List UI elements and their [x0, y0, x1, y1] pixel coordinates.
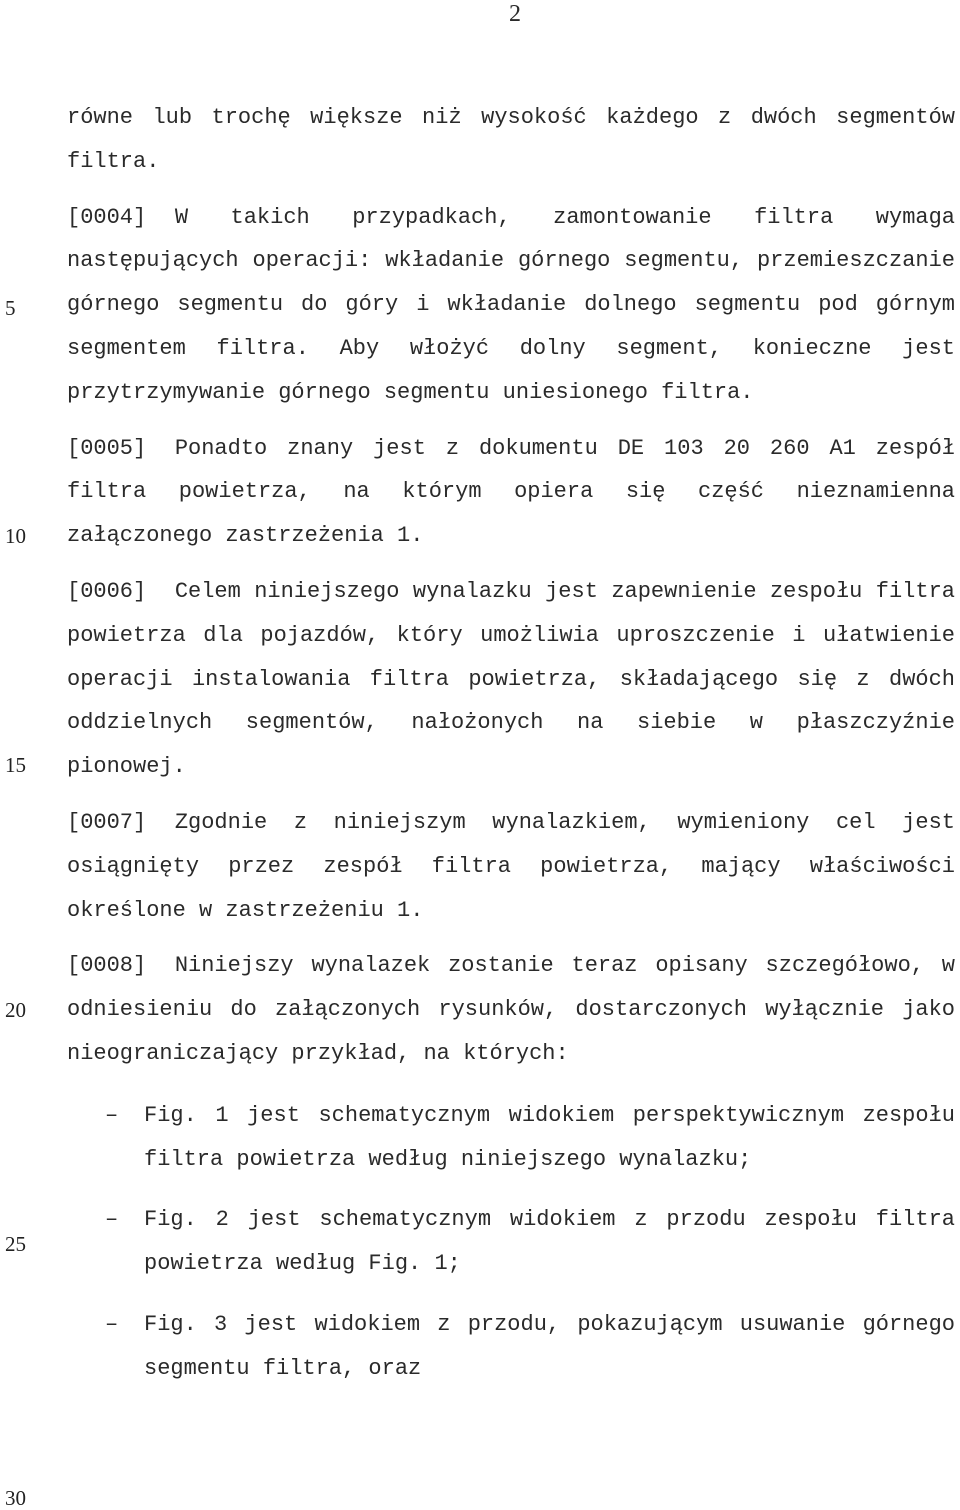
line-number-25: 25 [5, 1232, 26, 1256]
figure-list-item [67, 1303, 955, 1391]
paragraph-number: [0007] [67, 809, 147, 835]
paragraph-text: W takich przypadkach, zamontowanie filtra wymaga następujących operacji: wkładanie górnego segmentu, przemieszczanie górnego segmentu do góry i wkładanie dolnego segmentu pod górnym segmentem filtra. Aby włożyć dolny segment, konieczne jest przytrzymywanie górnego segmentu uniesionego filtra. [67, 204, 955, 405]
paragraph-number: [0004] [67, 204, 147, 230]
figure-list-item [67, 1198, 955, 1286]
line-number-15: 15 [5, 753, 26, 777]
paragraph-text: równe lub trochę większe niż wysokość każdego z dwóch segmentów filtra. [67, 105, 955, 174]
paragraph-0006 [67, 570, 955, 789]
paragraph-number: [0008] [67, 953, 147, 979]
paragraph-text: Zgodnie z niniejszym wynalazkiem, wymieniony cel jest osiągnięty przez zespół filtra powietrza, mający właściwości określone w zastrzeżeniu 1. [67, 809, 955, 923]
page-number: 2 [509, 1, 521, 27]
paragraph-number: [0005] [67, 435, 147, 461]
figure-description: Fig. 2 jest schematycznym widokiem z przodu zespołu filtra powietrza według Fig. 1; [144, 1207, 955, 1277]
paragraph-text: Ponadto znany jest z dokumentu DE 103 20 260 A1 zespół filtra powietrza, na którym opiera się część nieznamienna załączonego zastrzeżenia 1. [67, 435, 955, 549]
list-dash: – [105, 1102, 119, 1128]
list-dash: – [105, 1207, 119, 1233]
list-dash: – [105, 1311, 119, 1337]
paragraph-continuation [67, 96, 955, 184]
paragraph-0007 [67, 801, 955, 932]
line-number-10: 10 [5, 524, 26, 548]
figure-list [67, 1094, 955, 1391]
figure-description: Fig. 3 jest widokiem z przodu, pokazującym usuwanie górnego segmentu filtra, oraz [144, 1311, 955, 1381]
line-number-30: 30 [5, 1486, 26, 1510]
figure-list-item [67, 1094, 955, 1182]
document-body [67, 96, 955, 1408]
paragraph-text: Niniejszy wynalazek zostanie teraz opisany szczegółowo, w odniesieniu do załączonych rysunków, dostarczonych wyłącznie jako nieograniczający przykład, na których: [67, 953, 955, 1066]
line-number-20: 20 [5, 998, 26, 1022]
paragraph-text: Celem niniejszego wynalazku jest zapewnienie zespołu filtra powietrza dla pojazdów, który umożliwia uproszczenie i ułatwienie operacji instalowania filtra powietrza, składającego się z dwóch oddzielnych segmentów, nałożonych na siebie w płaszczyźnie pionowej. [67, 578, 955, 780]
paragraph-0004 [67, 196, 955, 415]
figure-description: Fig. 1 jest schematycznym widokiem perspektywicznym zespołu filtra powietrza według niniejszego wynalazku; [144, 1102, 955, 1172]
paragraph-0005 [67, 427, 955, 558]
line-number-5: 5 [5, 296, 16, 320]
paragraph-number: [0006] [67, 578, 147, 604]
paragraph-0008 [67, 944, 955, 1075]
